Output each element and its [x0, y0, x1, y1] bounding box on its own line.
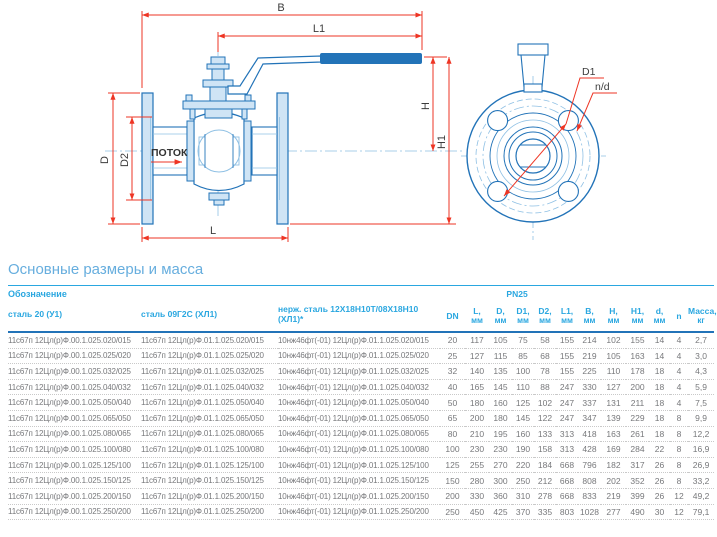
value-b: 337: [582, 397, 597, 408]
value-масса: 49,2: [692, 491, 710, 502]
value-масса: 3,0: [695, 350, 707, 361]
side-view: [99, 2, 462, 242]
value-d1: 190: [515, 444, 531, 455]
value-n: 8: [676, 475, 682, 486]
value-l1: 155: [559, 350, 575, 361]
value-d2: 184: [537, 460, 553, 471]
value-n: 4: [676, 335, 682, 346]
designation-stainless: 10нж46фт(-01) 12Цл(р)Ф.01.1.025.125/100: [278, 460, 429, 470]
value-масса: 12,2: [692, 428, 710, 439]
valve-technical-drawing: [0, 0, 700, 258]
designation-steel20: 11с67п 12Цл(р)Ф.00.1.025.025/020: [8, 351, 131, 361]
designation-steel20: 11с67п 12Цл(р)Ф.00.1.025.250/200: [8, 507, 131, 517]
designation-steel09g2s: 11с67п 12Цл(р)Ф.01.1.025.100/080: [141, 444, 264, 454]
value-n: 4: [676, 382, 682, 393]
value-b: 1028: [580, 506, 599, 517]
dim-column-header-0: DN: [446, 310, 459, 321]
dim-column-header-8: H1, мм: [630, 306, 645, 326]
value-l: 200: [469, 413, 485, 424]
value-l: 180: [469, 397, 485, 408]
value-d1: 310: [515, 491, 531, 502]
pn25-group-header: PN25: [506, 288, 528, 299]
value-l1: 313: [559, 444, 575, 455]
handle: [228, 53, 422, 94]
designation-steel20: 11с67п 12Цл(р)Ф.00.1.025.150/125: [8, 476, 131, 486]
value-l: 230: [469, 444, 485, 455]
table-row: [8, 395, 714, 411]
dim-column-header-1: L, мм: [471, 306, 483, 326]
value-d2: 88: [540, 382, 550, 393]
table-row: [8, 348, 714, 364]
designation-stainless: 10нж46фт(-01) 12Цл(р)Ф.01.1.025.100/080: [278, 444, 429, 454]
value-d2: 335: [537, 506, 553, 517]
value-масса: 2,7: [695, 335, 707, 346]
valve-drawing-svg: [0, 0, 700, 258]
value-d2: 102: [537, 397, 553, 408]
table-head: [8, 286, 717, 333]
value-d: 18: [654, 397, 665, 408]
value-dn: 65: [447, 413, 458, 424]
table-body: [8, 332, 714, 520]
dim-column-header-2: D, мм: [494, 306, 507, 326]
dim-column-header-4: D2, мм: [538, 306, 552, 326]
table-row: [8, 473, 714, 489]
value-h: 163: [606, 428, 621, 439]
designation-steel20: 11с67п 12Цл(р)Ф.00.1.025.032/025: [8, 366, 131, 376]
value-b: 347: [582, 413, 597, 424]
front-stem: [518, 44, 548, 92]
designation-steel09g2s: 11с67п 12Цл(р)Ф.01.1.025.200/150: [141, 491, 264, 501]
material-column-header-0: сталь 20 (У1): [8, 308, 63, 319]
dim-label-l: L: [209, 225, 217, 237]
table-row: [8, 379, 714, 395]
value-масса: 7,5: [695, 397, 707, 408]
value-h: 202: [606, 475, 621, 486]
designation-steel20: 11с67п 12Цл(р)Ф.00.1.025.125/100: [8, 460, 131, 470]
value-h: 277: [606, 506, 621, 517]
value-масса: 5,9: [695, 382, 707, 393]
value-l: 117: [470, 335, 484, 346]
value-n: 4: [676, 366, 682, 377]
value-h1: 490: [630, 506, 645, 517]
value-l1: 668: [559, 491, 575, 502]
valve-body: [187, 113, 251, 206]
value-d: 145: [493, 382, 508, 393]
value-l1: 247: [559, 382, 575, 393]
designation-stainless: 10нж46фт(-01) 12Цл(р)Ф.01.1.025.040/032: [278, 382, 429, 392]
value-d: 230: [493, 444, 508, 455]
value-h1: 352: [630, 475, 645, 486]
value-d2: 278: [537, 491, 553, 502]
designation-steel09g2s: 11с67п 12Цл(р)Ф.01.1.025.032/025: [141, 366, 264, 376]
designation-steel20: 11с67п 12Цл(р)Ф.00.1.025.200/150: [8, 491, 131, 501]
dim-column-header-10: n: [676, 310, 682, 321]
value-d: 135: [493, 366, 508, 377]
dimensions-section: [8, 259, 717, 520]
designation-stainless: 10нж46фт(-01) 12Цл(р)Ф.01.1.025.080/065: [278, 429, 429, 439]
value-l: 210: [469, 428, 485, 439]
designation-steel20: 11с67п 12Цл(р)Ф.00.1.025.100/080: [8, 444, 131, 454]
designation-steel09g2s: 11с67п 12Цл(р)Ф.01.1.025.080/065: [141, 429, 264, 439]
value-d: 26: [654, 460, 665, 471]
value-dn: 200: [445, 491, 460, 502]
table-head-row-groups: [8, 286, 714, 302]
table-row: [8, 364, 714, 380]
value-dn: 32: [447, 366, 458, 377]
value-h: 102: [606, 335, 621, 346]
dim-column-header-5: L1, мм: [560, 306, 574, 326]
value-d1: 85: [518, 350, 528, 361]
designation-stainless: 10нж46фт(-01) 12Цл(р)Ф.01.1.025.065/050: [278, 413, 429, 423]
value-dn: 250: [445, 506, 460, 517]
value-l: 255: [469, 460, 485, 471]
dim-label-d1: D1: [582, 66, 596, 78]
value-d: 18: [654, 366, 665, 377]
value-масса: 26,9: [692, 460, 710, 471]
value-d1: 100: [515, 366, 531, 377]
table-row: [8, 442, 714, 458]
value-d: 160: [493, 397, 508, 408]
value-l1: 803: [559, 506, 575, 517]
value-n: 12: [674, 491, 684, 502]
value-dn: 125: [445, 460, 460, 471]
value-d: 115: [493, 350, 508, 361]
value-l1: 313: [559, 428, 575, 439]
designation-steel09g2s: 11с67п 12Цл(р)Ф.01.1.025.125/100: [141, 460, 264, 470]
value-h: 110: [606, 366, 621, 377]
value-d: 30: [654, 506, 665, 517]
value-масса: 79,1: [692, 506, 710, 517]
table-row: [8, 457, 714, 473]
value-h1: 200: [630, 382, 645, 393]
value-h: 182: [606, 460, 621, 471]
table-row: [8, 488, 714, 504]
value-h1: 178: [630, 366, 645, 377]
designation-group-header: Обозначение: [8, 288, 67, 299]
value-h1: 211: [630, 397, 645, 408]
designation-steel20: 11с67п 12Цл(р)Ф.00.1.025.020/015: [8, 335, 131, 345]
value-l: 330: [469, 491, 485, 502]
dim-label-h1: H1: [436, 134, 448, 150]
value-d: 22: [654, 444, 665, 455]
value-b: 219: [582, 350, 597, 361]
designation-stainless: 10нж46фт(-01) 12Цл(р)Ф.01.1.025.025/020: [278, 351, 429, 361]
value-d: 26: [654, 491, 665, 502]
designation-stainless: 10нж46фт(-01) 12Цл(р)Ф.01.1.025.250/200: [278, 507, 429, 517]
table-row: [8, 332, 714, 348]
designation-steel09g2s: 11с67п 12Цл(р)Ф.01.1.025.020/015: [141, 335, 264, 345]
dim-label-l1: L1: [312, 23, 326, 35]
value-l: 450: [469, 506, 485, 517]
value-l1: 155: [559, 366, 575, 377]
designation-steel09g2s: 11с67п 12Цл(р)Ф.01.1.025.040/032: [141, 382, 264, 392]
value-h1: 284: [630, 444, 645, 455]
value-h: 131: [606, 397, 621, 408]
value-h1: 155: [630, 335, 645, 346]
value-d: 18: [654, 382, 665, 393]
value-dn: 25: [447, 350, 458, 361]
designation-stainless: 10нж46фт(-01) 12Цл(р)Ф.01.1.025.200/150: [278, 491, 429, 501]
value-dn: 100: [445, 444, 460, 455]
value-d1: 160: [515, 428, 531, 439]
value-d: 300: [493, 475, 508, 486]
value-d2: 212: [537, 475, 553, 486]
value-d: 425: [493, 506, 508, 517]
value-b: 225: [582, 366, 597, 377]
value-n: 8: [676, 444, 682, 455]
value-b: 330: [582, 382, 597, 393]
value-масса: 16,9: [692, 444, 710, 455]
table-head-row-columns: [8, 301, 714, 332]
value-d2: 158: [537, 444, 553, 455]
value-h1: 229: [630, 413, 645, 424]
designation-stainless: 10нж46фт(-01) 12Цл(р)Ф.01.1.025.032/025: [278, 366, 429, 376]
value-d1: 125: [515, 397, 531, 408]
value-b: 833: [582, 491, 597, 502]
value-h: 105: [606, 350, 621, 361]
value-d: 270: [493, 460, 508, 471]
value-d1: 250: [515, 475, 531, 486]
designation-steel09g2s: 11с67п 12Цл(р)Ф.01.1.025.150/125: [141, 476, 264, 486]
value-l: 165: [469, 382, 485, 393]
value-dn: 40: [447, 382, 458, 393]
value-b: 428: [582, 444, 597, 455]
material-column-header-1: сталь 09Г2С (ХЛ1): [141, 308, 218, 319]
value-l: 127: [469, 350, 485, 361]
dim-label-b: B: [277, 2, 285, 14]
value-d: 360: [493, 491, 508, 502]
value-l: 140: [469, 366, 485, 377]
value-d2: 78: [540, 366, 550, 377]
value-масса: 33,2: [692, 475, 710, 486]
value-d: 14: [654, 335, 665, 346]
table-row: [8, 426, 714, 442]
designation-steel09g2s: 11с67п 12Цл(р)Ф.01.1.025.050/040: [141, 398, 264, 408]
value-n: 8: [676, 460, 682, 471]
value-h1: 261: [630, 428, 645, 439]
value-l: 280: [469, 475, 485, 486]
front-view: [461, 44, 617, 240]
dim-column-header-3: D1, мм: [516, 306, 530, 326]
value-l1: 155: [559, 335, 575, 346]
value-d2: 133: [537, 428, 553, 439]
value-dn: 80: [447, 428, 458, 439]
value-dn: 150: [445, 475, 460, 486]
value-l1: 247: [559, 397, 575, 408]
value-d1: 145: [515, 413, 531, 424]
value-d: 14: [654, 350, 665, 361]
designation-steel20: 11с67п 12Цл(р)Ф.00.1.025.050/040: [8, 398, 131, 408]
dim-column-header-6: B, мм: [583, 306, 596, 326]
value-b: 796: [582, 460, 597, 471]
designation-steel20: 11с67п 12Цл(р)Ф.00.1.025.080/065: [8, 429, 131, 439]
value-h1: 163: [630, 350, 645, 361]
value-d2: 122: [537, 413, 553, 424]
value-l1: 668: [559, 460, 575, 471]
value-n: 8: [676, 428, 682, 439]
value-l1: 668: [559, 475, 575, 486]
value-масса: 9,9: [695, 413, 707, 424]
designation-steel09g2s: 11с67п 12Цл(р)Ф.01.1.025.065/050: [141, 413, 264, 423]
value-d: 180: [493, 413, 508, 424]
value-b: 808: [582, 475, 597, 486]
value-h: 127: [606, 382, 621, 393]
handle-grip: [320, 53, 422, 64]
dim-label-nd: n/d: [595, 81, 610, 93]
value-n: 4: [676, 397, 682, 408]
designation-steel09g2s: 11с67п 12Цл(р)Ф.01.1.025.250/200: [141, 507, 264, 517]
material-column-header-2: нерж. сталь 12Х18Н10Т/08Х18Н10 (ХЛ1)*: [278, 303, 419, 324]
value-d: 105: [493, 335, 508, 346]
value-d1: 110: [516, 382, 530, 393]
value-b: 418: [582, 428, 597, 439]
value-d1: 370: [515, 506, 531, 517]
value-d: 18: [654, 413, 665, 424]
value-b: 214: [582, 335, 597, 346]
table-row: [8, 504, 714, 520]
dim-column-header-7: H, мм: [607, 306, 620, 326]
value-d2: 58: [540, 335, 550, 346]
value-n: 8: [676, 413, 682, 424]
value-l1: 247: [559, 413, 575, 424]
flange-outer-circle: [467, 90, 599, 222]
dim-column-header-11: Масса, кг: [688, 306, 717, 326]
dim-label-d: D: [99, 156, 111, 164]
value-dn: 20: [447, 335, 458, 346]
value-d: 26: [654, 475, 665, 486]
value-h1: 399: [630, 491, 645, 502]
dimensions-table: [8, 285, 717, 520]
designation-steel20: 11с67п 12Цл(р)Ф.00.1.025.065/050: [8, 413, 131, 423]
dim-label-h: H: [420, 102, 432, 110]
value-d2: 68: [540, 350, 550, 361]
value-d: 18: [654, 428, 665, 439]
designation-stainless: 10нж46фт(-01) 12Цл(р)Ф.01.1.025.050/040: [278, 398, 429, 408]
value-n: 4: [676, 350, 682, 361]
section-title: Основные размеры и масса: [8, 261, 204, 278]
value-d1: 75: [518, 335, 528, 346]
value-dn: 50: [447, 397, 458, 408]
value-h: 139: [606, 413, 621, 424]
designation-steel09g2s: 11с67п 12Цл(р)Ф.01.1.025.025/020: [141, 351, 264, 361]
table-row: [8, 410, 714, 426]
value-h1: 317: [630, 460, 645, 471]
value-d: 195: [493, 428, 508, 439]
value-n: 12: [674, 506, 684, 517]
value-d1: 220: [515, 460, 531, 471]
designation-steel20: 11с67п 12Цл(р)Ф.00.1.025.040/032: [8, 382, 131, 392]
value-h: 169: [606, 444, 621, 455]
front-dimension-labels: [582, 66, 610, 93]
designation-stainless: 10нж46фт(-01) 12Цл(р)Ф.01.1.025.150/125: [278, 476, 429, 486]
value-масса: 4,3: [695, 366, 707, 377]
designation-stainless: 10нж46фт(-01) 12Цл(р)Ф.01.1.025.020/015: [278, 335, 429, 345]
value-h: 219: [606, 491, 621, 502]
dim-column-header-9: d, мм: [653, 306, 666, 326]
flow-label: ПОТОК: [151, 147, 188, 159]
dim-label-d2: D2: [119, 152, 131, 168]
